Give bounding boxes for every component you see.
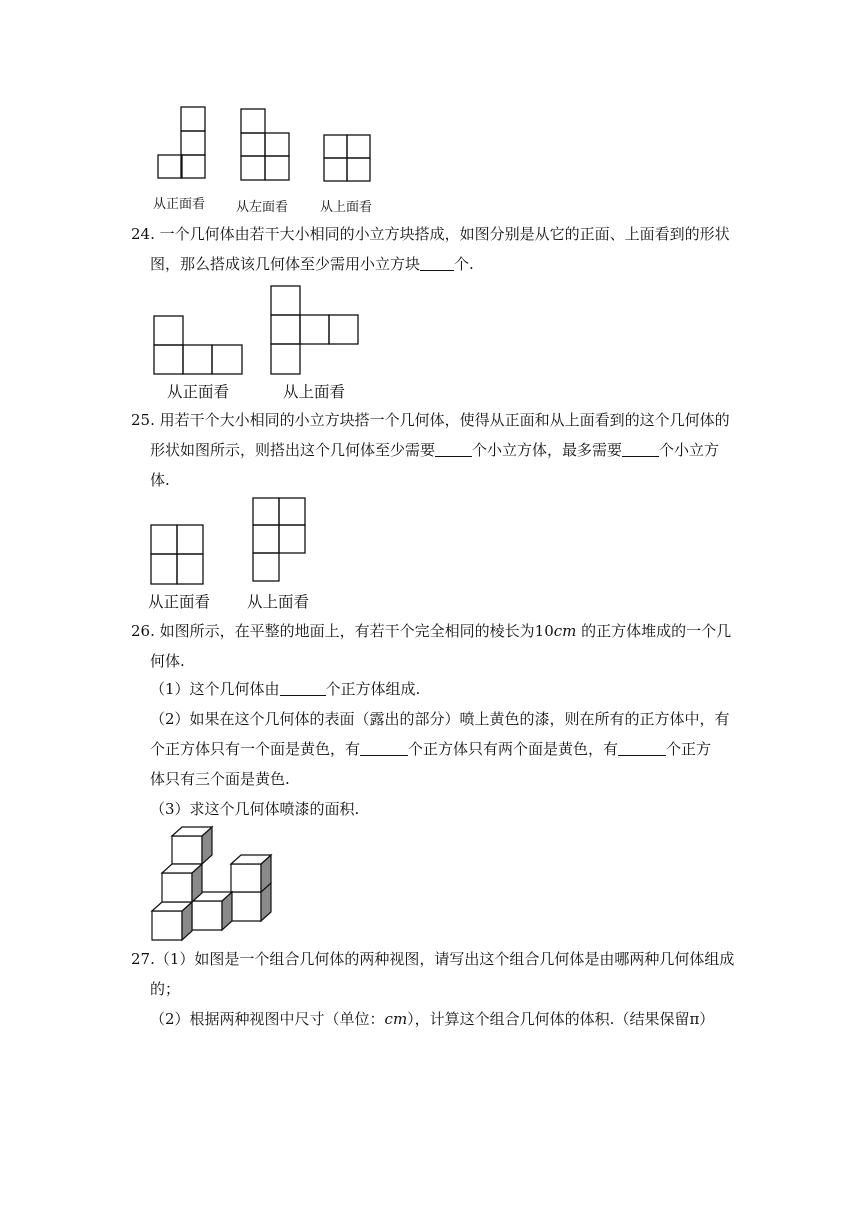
q25-text-line2a: 形状如图所示，则搭出这个几何体至少需要 [150, 441, 436, 459]
q24-text-line1: 一个几何体由若干大小相同的小立方块搭成，如图分别是从它的正面、上面看到的形状 [159, 225, 730, 243]
q27-unit: cm [384, 1010, 408, 1028]
q26-edge-unit: cm [553, 622, 577, 640]
q25-caption-front: 从正面看 [148, 593, 211, 611]
q25-text-line2b: 个小立方体，最多需要 [472, 441, 623, 459]
q24-number: 24. [131, 225, 155, 243]
q26-part1-text-b: 个正方体组成. [325, 680, 421, 698]
q27-part2 [150, 1010, 714, 1028]
q25-text-line2c: 个小立方 [659, 441, 720, 459]
q26-part2-line3: 体只有三个面是黄色. [150, 770, 290, 788]
q26-line2: 何体. [150, 652, 185, 670]
q25-line3: 体. [150, 471, 170, 489]
q27-part2-text-a: （2）根据两种视图中尺寸（单位： [150, 1010, 385, 1028]
q26-part3: （3）求这个几何体喷漆的面积. [150, 800, 360, 818]
q26-text-line1a: 如图所示，在平整的地面上，有若干个完全相同的棱长为 [159, 622, 535, 640]
q27-number: 27. [131, 950, 155, 968]
q24-text-line2-end: 个. [454, 255, 474, 273]
q26-number: 26. [131, 622, 155, 640]
q24-caption-front: 从正面看 [167, 383, 230, 401]
q26-edge-number: 10 [534, 622, 554, 640]
q25-caption-top: 从上面看 [247, 593, 310, 611]
q26-part1-text-a: （1）这个几何体由 [150, 680, 280, 698]
q24-text-line2: 图，那么搭成该几何体至少需用小立方块 [150, 255, 421, 273]
q26-part2-text-b: 个正方体只有两个面是黄色，有 [408, 740, 619, 758]
q25-text-line1: 用若干个大小相同的小立方块搭一个几何体，使得从正面和从上面看到的这个几何体的 [159, 411, 730, 429]
q26-text-line1b: 的正方体堆成的一个几 [581, 622, 732, 640]
fig23-caption-left: 从左面看 [236, 200, 289, 215]
q27-part1-line2: 的； [150, 980, 181, 998]
q25-number: 25. [131, 411, 155, 429]
q26-part2-line1: （2）如果在这个几何体的表面（露出的部分）喷上黄色的漆，则在所有的正方体中，有 [150, 710, 730, 728]
q27-line1 [131, 950, 734, 968]
q26-part2-text-c: 个正方 [666, 740, 712, 758]
fig23-caption-top: 从上面看 [320, 200, 373, 215]
q24-caption-top: 从上面看 [283, 383, 346, 401]
q27-part1-line1: （1）如图是一个组合几何体的两种视图，请写出这个组合几何体是由哪两种几何体组成 [154, 950, 735, 968]
q26-part2-text-a: 个正方体只有一个面是黄色，有 [150, 740, 361, 758]
q27-part2-text-b: ），计算这个组合几何体的体积.（结果保留π） [407, 1010, 715, 1028]
fig23-caption-front: 从正面看 [153, 197, 206, 212]
